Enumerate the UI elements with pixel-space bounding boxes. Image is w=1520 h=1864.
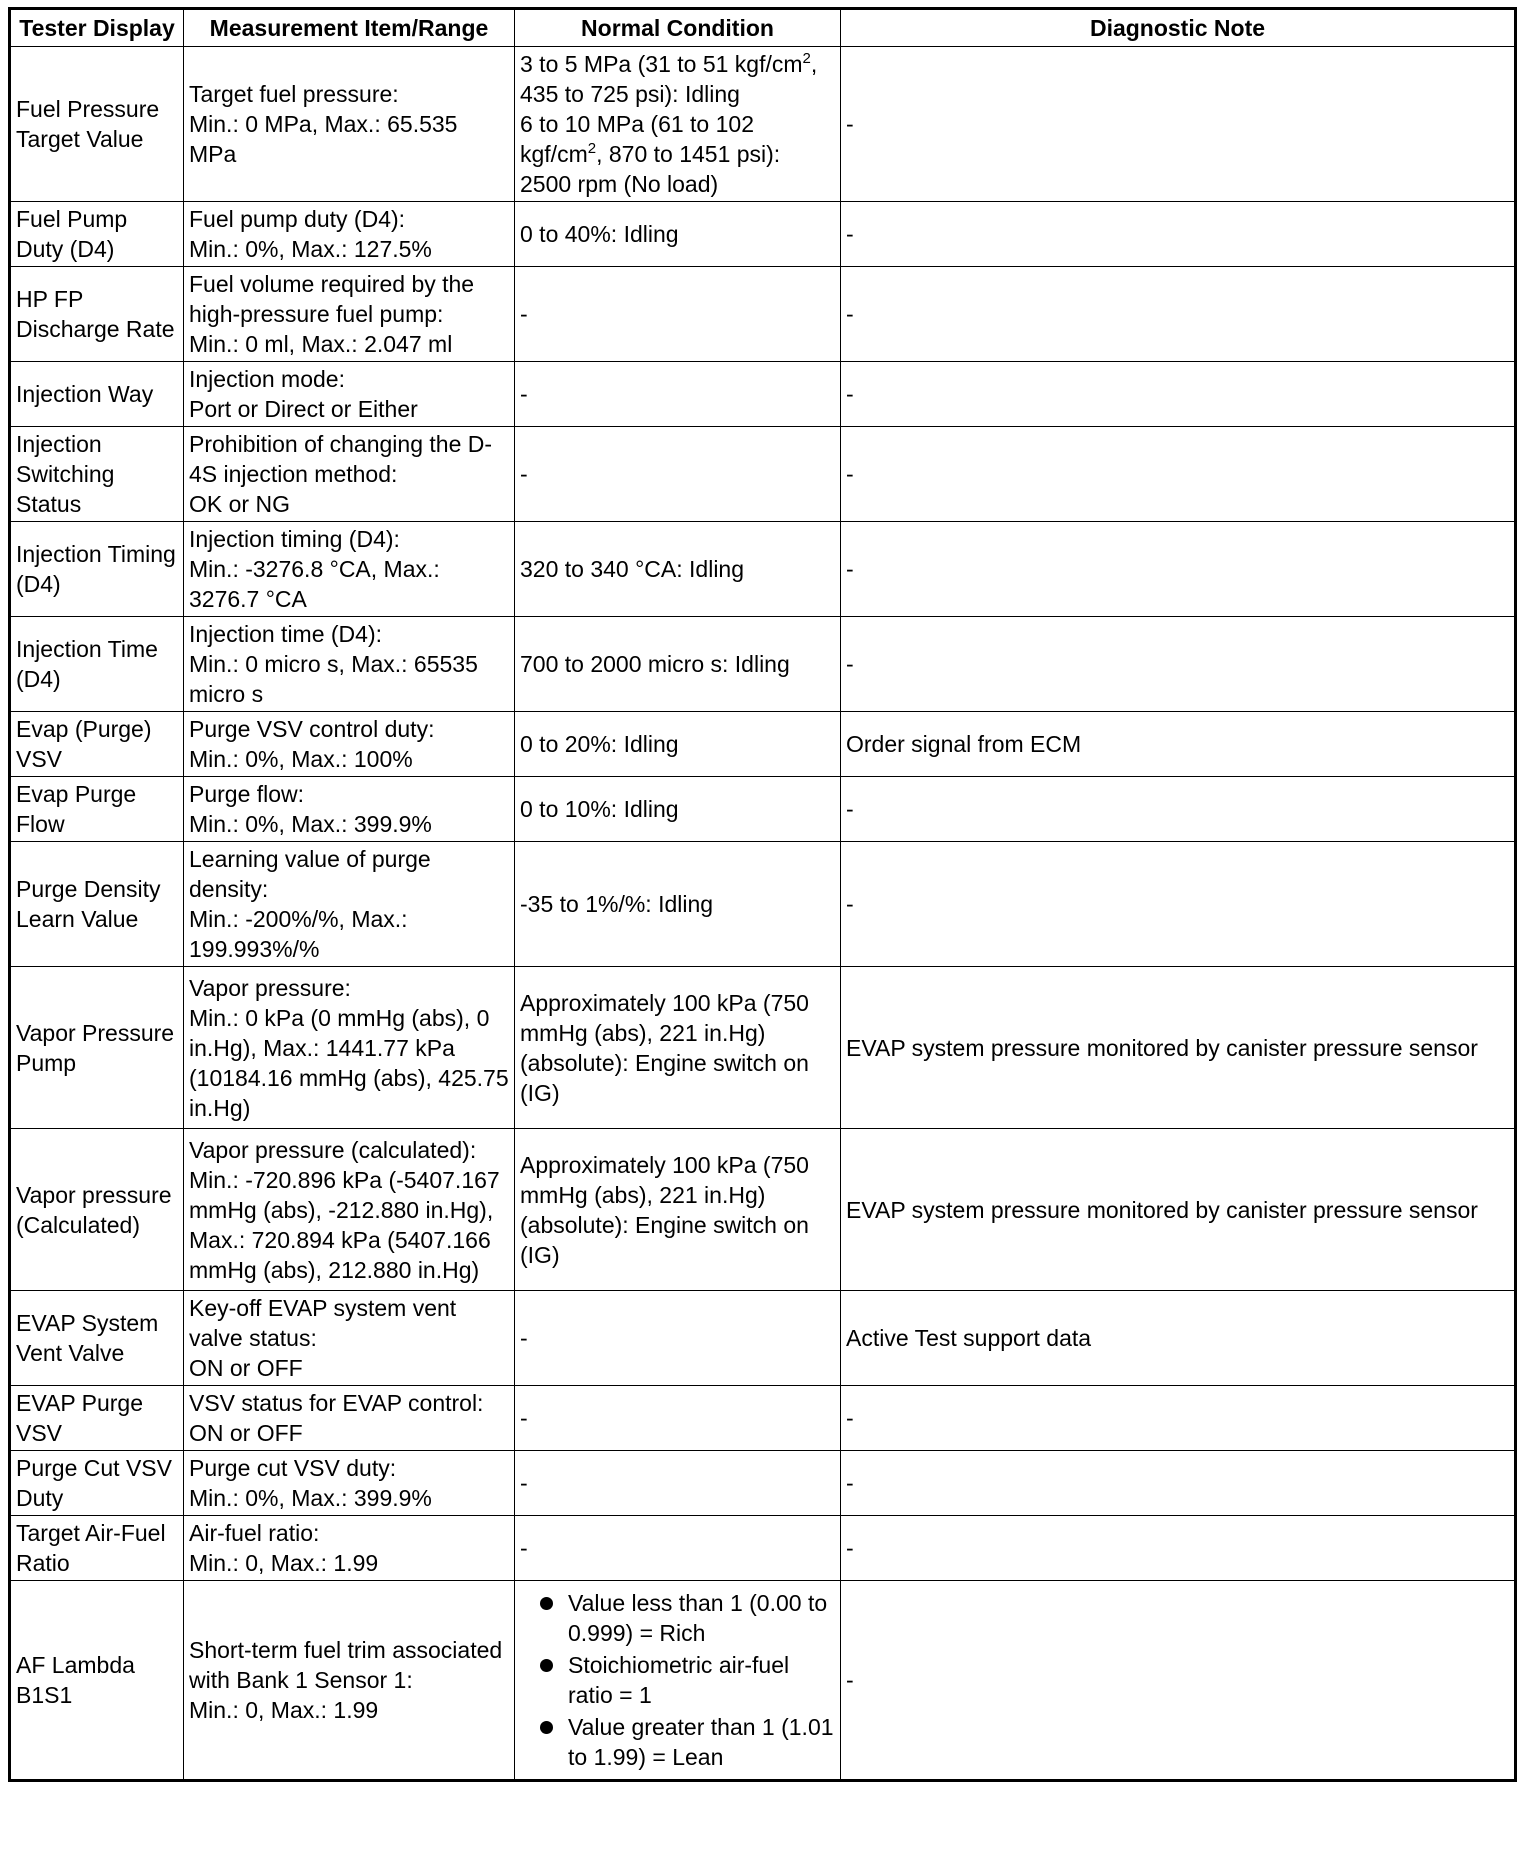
measurement-cell: Short-term fuel trim associated with Bank 1 Sensor 1: Min.: 0, Max.: 1.99 bbox=[184, 1581, 515, 1781]
diagnostic-note-cell: - bbox=[841, 1386, 1516, 1451]
diagnostic-note-cell: - bbox=[841, 1581, 1516, 1781]
header-diagnostic-note: Diagnostic Note bbox=[841, 9, 1516, 47]
measurement-cell: Purge flow: Min.: 0%, Max.: 399.9% bbox=[184, 777, 515, 842]
list-item: Stoichiometric air-fuel ratio = 1 bbox=[530, 1650, 835, 1710]
measurement-cell: Vapor pressure: Min.: 0 kPa (0 mmHg (abs), 0 in.Hg), Max.: 1441.77 kPa (10184.16 mmHg (abs), 425.75 in.Hg) bbox=[184, 967, 515, 1129]
tester-display-cell: Purge Density Learn Value bbox=[10, 842, 184, 967]
measurement-cell: Injection mode: Port or Direct or Either bbox=[184, 362, 515, 427]
tester-display-cell: Fuel Pressure Target Value bbox=[10, 47, 184, 202]
diagnostic-note-cell: - bbox=[841, 617, 1516, 712]
normal-condition-cell bbox=[515, 1581, 841, 1781]
tester-display-cell: AF Lambda B1S1 bbox=[10, 1581, 184, 1781]
tester-display-cell: HP FP Discharge Rate bbox=[10, 267, 184, 362]
table-row bbox=[10, 427, 1516, 522]
measurement-cell: Fuel pump duty (D4): Min.: 0%, Max.: 127.5% bbox=[184, 202, 515, 267]
measurement-cell: Target fuel pressure: Min.: 0 MPa, Max.: 65.535 MPa bbox=[184, 47, 515, 202]
measurement-cell: Prohibition of changing the D-4S injection method: OK or NG bbox=[184, 427, 515, 522]
diagnostic-note-cell: - bbox=[841, 427, 1516, 522]
tester-display-cell: Vapor pressure (Calculated) bbox=[10, 1129, 184, 1291]
diagnostic-note-cell: - bbox=[841, 1451, 1516, 1516]
header-tester-display: Tester Display bbox=[10, 9, 184, 47]
normal-condition-cell: - bbox=[515, 1451, 841, 1516]
normal-condition-cell: - bbox=[515, 1386, 841, 1451]
tester-display-cell: Vapor Pressure Pump bbox=[10, 967, 184, 1129]
diagnostic-note-cell: - bbox=[841, 1516, 1516, 1581]
measurement-cell: Learning value of purge density: Min.: -200%/%, Max.: 199.993%/% bbox=[184, 842, 515, 967]
measurement-cell: Key-off EVAP system vent valve status: ON or OFF bbox=[184, 1291, 515, 1386]
measurement-cell: Purge cut VSV duty: Min.: 0%, Max.: 399.9% bbox=[184, 1451, 515, 1516]
measurement-cell: Fuel volume required by the high-pressure fuel pump: Min.: 0 ml, Max.: 2.047 ml bbox=[184, 267, 515, 362]
tester-display-cell: Injection Timing (D4) bbox=[10, 522, 184, 617]
normal-condition-cell: 0 to 40%: Idling bbox=[515, 202, 841, 267]
table-row bbox=[10, 1581, 1516, 1781]
normal-condition-cell: 3 to 5 MPa (31 to 51 kgf/$cm^2$, 435 to 725 psi): Idling 6 to 10 MPa (61 to 102 kgf/$cm^2$, 870 to 1451 psi): 2500 rpm (No load) bbox=[515, 47, 841, 202]
table-row bbox=[10, 522, 1516, 617]
data-list-table bbox=[8, 7, 1517, 1782]
table-row bbox=[10, 362, 1516, 427]
normal-condition-cell: -35 to 1%/%: Idling bbox=[515, 842, 841, 967]
list-item: Value less than 1 (0.00 to 0.999) = Rich bbox=[530, 1588, 835, 1648]
normal-condition-cell: 320 to 340 °CA: Idling bbox=[515, 522, 841, 617]
normal-condition-cell: - bbox=[515, 1516, 841, 1581]
table-row bbox=[10, 777, 1516, 842]
measurement-cell: Injection time (D4): Min.: 0 micro s, Max.: 65535 micro s bbox=[184, 617, 515, 712]
tester-display-cell: Evap Purge Flow bbox=[10, 777, 184, 842]
normal-condition-cell: 0 to 10%: Idling bbox=[515, 777, 841, 842]
tester-display-cell: Evap (Purge) VSV bbox=[10, 712, 184, 777]
table-row bbox=[10, 267, 1516, 362]
table-row bbox=[10, 712, 1516, 777]
normal-condition-cell: - bbox=[515, 427, 841, 522]
list-item: Value greater than 1 (1.01 to 1.99) = Lean bbox=[530, 1712, 835, 1772]
diagnostic-note-cell: EVAP system pressure monitored by canister pressure sensor bbox=[841, 967, 1516, 1129]
bullet-icon bbox=[540, 1721, 553, 1734]
diagnostic-note-cell: - bbox=[841, 47, 1516, 202]
normal-condition-cell: - bbox=[515, 1291, 841, 1386]
diagnostic-note-cell: Order signal from ECM bbox=[841, 712, 1516, 777]
header-normal-condition: Normal Condition bbox=[515, 9, 841, 47]
normal-condition-cell: 700 to 2000 micro s: Idling bbox=[515, 617, 841, 712]
diagnostic-note-cell: - bbox=[841, 522, 1516, 617]
header-row bbox=[10, 9, 1516, 47]
header-measurement-item: Measurement Item/Range bbox=[184, 9, 515, 47]
table-row bbox=[10, 202, 1516, 267]
diagnostic-note-cell: EVAP system pressure monitored by canister pressure sensor bbox=[841, 1129, 1516, 1291]
table-row bbox=[10, 1291, 1516, 1386]
diagnostic-note-cell: - bbox=[841, 267, 1516, 362]
tester-display-cell: Injection Switching Status bbox=[10, 427, 184, 522]
bullet-icon bbox=[540, 1597, 553, 1610]
table-row bbox=[10, 1451, 1516, 1516]
diagnostic-note-cell: - bbox=[841, 362, 1516, 427]
normal-condition-cell: Approximately 100 kPa (750 mmHg (abs), 221 in.Hg) (absolute): Engine switch on (IG) bbox=[515, 967, 841, 1129]
table-row bbox=[10, 1386, 1516, 1451]
tester-display-cell: Purge Cut VSV Duty bbox=[10, 1451, 184, 1516]
measurement-cell: VSV status for EVAP control: ON or OFF bbox=[184, 1386, 515, 1451]
table-row bbox=[10, 1516, 1516, 1581]
bullet-list bbox=[520, 1588, 835, 1772]
normal-condition-cell: - bbox=[515, 362, 841, 427]
table-row bbox=[10, 47, 1516, 202]
tester-display-cell: Fuel Pump Duty (D4) bbox=[10, 202, 184, 267]
normal-condition-cell: Approximately 100 kPa (750 mmHg (abs), 221 in.Hg) (absolute): Engine switch on (IG) bbox=[515, 1129, 841, 1291]
table-row bbox=[10, 1129, 1516, 1291]
tester-display-cell: Injection Way bbox=[10, 362, 184, 427]
measurement-cell: Vapor pressure (calculated): Min.: -720.896 kPa (-5407.167 mmHg (abs), -212.880 in.Hg), Max.: 720.894 kPa (5407.166 mmHg (abs), 212.880 in.Hg) bbox=[184, 1129, 515, 1291]
tester-display-cell: EVAP System Vent Valve bbox=[10, 1291, 184, 1386]
diagnostic-note-cell: - bbox=[841, 202, 1516, 267]
table-row bbox=[10, 617, 1516, 712]
tester-display-cell: Target Air-Fuel Ratio bbox=[10, 1516, 184, 1581]
bullet-icon bbox=[540, 1659, 553, 1672]
normal-condition-cell: 0 to 20%: Idling bbox=[515, 712, 841, 777]
table-row bbox=[10, 842, 1516, 967]
tester-display-cell: Injection Time (D4) bbox=[10, 617, 184, 712]
measurement-cell: Purge VSV control duty: Min.: 0%, Max.: 100% bbox=[184, 712, 515, 777]
diagnostic-note-cell: - bbox=[841, 842, 1516, 967]
table-row bbox=[10, 967, 1516, 1129]
measurement-cell: Injection timing (D4): Min.: -3276.8 °CA, Max.: 3276.7 °CA bbox=[184, 522, 515, 617]
diagnostic-note-cell: Active Test support data bbox=[841, 1291, 1516, 1386]
measurement-cell: Air-fuel ratio: Min.: 0, Max.: 1.99 bbox=[184, 1516, 515, 1581]
diagnostic-note-cell: - bbox=[841, 777, 1516, 842]
normal-condition-cell: - bbox=[515, 267, 841, 362]
tester-display-cell: EVAP Purge VSV bbox=[10, 1386, 184, 1451]
